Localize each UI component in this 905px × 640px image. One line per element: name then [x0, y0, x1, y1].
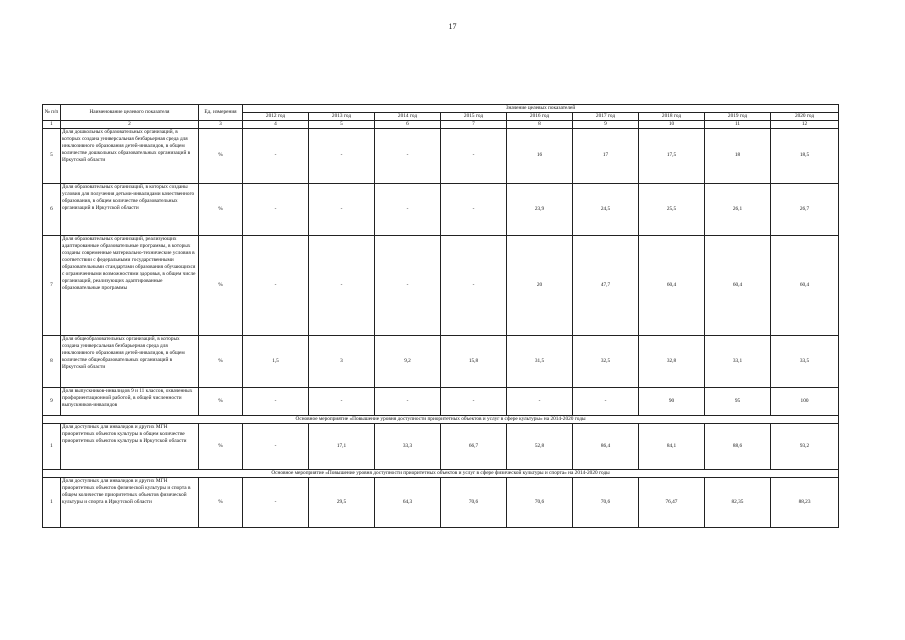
- unit-cell: %: [199, 183, 243, 235]
- table-row: [43, 387, 839, 415]
- value-cell: 70,6: [507, 477, 573, 527]
- unit-cell: %: [199, 423, 243, 469]
- unit-cell: %: [199, 477, 243, 527]
- value-cell: -: [243, 423, 309, 469]
- header-col-number: 1: [43, 120, 61, 128]
- section-title: Основное мероприятие «Повышение уровня доступности приоритетных объектов и услуг в сфере физической культуры и спорта» на 2014-2020 годы: [43, 469, 839, 477]
- value-cell: 88,23: [771, 477, 839, 527]
- header-col-number: 4: [243, 120, 309, 128]
- value-cell: -: [243, 128, 309, 183]
- value-cell: -: [243, 235, 309, 335]
- row-number: 5: [43, 128, 61, 183]
- value-cell: 32,5: [573, 335, 639, 387]
- value-cell: -: [375, 387, 441, 415]
- value-cell: 23,9: [507, 183, 573, 235]
- header-year: 2020 год: [771, 112, 839, 120]
- section-title: Основное мероприятие «Повышение уровня доступности приоритетных объектов и услуг в сфере культуры» на 2014-2020 годы: [43, 415, 839, 423]
- value-cell: 17,1: [309, 423, 375, 469]
- section-row: [43, 415, 839, 423]
- header-year: 2017 год: [573, 112, 639, 120]
- row-number: 6: [43, 183, 61, 235]
- table-row: [43, 335, 839, 387]
- row-number: 8: [43, 335, 61, 387]
- value-cell: 16: [507, 128, 573, 183]
- value-cell: -: [309, 128, 375, 183]
- value-cell: 100: [771, 387, 839, 415]
- header-col-number: 5: [309, 120, 375, 128]
- header-year: 2019 год: [705, 112, 771, 120]
- value-cell: 25,5: [639, 183, 705, 235]
- table-row: [43, 183, 839, 235]
- header-col-number: 3: [199, 120, 243, 128]
- value-cell: 20: [507, 235, 573, 335]
- row-number: 1: [43, 423, 61, 469]
- value-cell: -: [243, 387, 309, 415]
- value-cell: -: [441, 387, 507, 415]
- unit-cell: %: [199, 335, 243, 387]
- unit-cell: %: [199, 235, 243, 335]
- value-cell: 18: [705, 128, 771, 183]
- value-cell: 90: [639, 387, 705, 415]
- value-cell: 29,5: [309, 477, 375, 527]
- value-cell: 17,5: [639, 128, 705, 183]
- indicators-table: [42, 104, 839, 528]
- value-cell: 9,2: [375, 335, 441, 387]
- value-cell: 18,5: [771, 128, 839, 183]
- header-col-number: 11: [705, 120, 771, 128]
- value-cell: -: [243, 183, 309, 235]
- header-year: 2018 год: [639, 112, 705, 120]
- value-cell: -: [573, 387, 639, 415]
- header-year: 2016 год: [507, 112, 573, 120]
- value-cell: -: [375, 183, 441, 235]
- indicator-name: Доля выпускников-инвалидов 9 и 11 классов, охваченных профориентационной работой, в общей численности выпускников-инвалидов: [61, 387, 199, 415]
- value-cell: -: [309, 183, 375, 235]
- header-name: Наименование целевого показателя: [61, 105, 199, 121]
- value-cell: -: [375, 128, 441, 183]
- header-col-number: 6: [375, 120, 441, 128]
- value-cell: 70,6: [573, 477, 639, 527]
- header-year: 2014 год: [375, 112, 441, 120]
- table-row: [43, 477, 839, 527]
- indicator-name: Доля образовательных организаций, реализующих адаптированные образовательные программы, в которых созданы современные материально-технические условия в соответствии с федеральными государственными образовательными стандартами образования обучающихся с ограниченными возможностями здоровья, в общем числе организаций, реализующих адаптированные образовательные программы: [61, 235, 199, 335]
- header-col-number: 12: [771, 120, 839, 128]
- value-cell: 70,6: [441, 477, 507, 527]
- value-cell: -: [507, 387, 573, 415]
- value-cell: -: [243, 477, 309, 527]
- value-cell: 15,8: [441, 335, 507, 387]
- header-col-number: 2: [61, 120, 199, 128]
- page-number: 17: [448, 22, 457, 31]
- value-cell: -: [441, 183, 507, 235]
- row-number: 9: [43, 387, 61, 415]
- value-cell: 31,5: [507, 335, 573, 387]
- table-row: [43, 423, 839, 469]
- value-cell: 52,8: [507, 423, 573, 469]
- value-cell: 84,1: [639, 423, 705, 469]
- value-cell: 82,35: [705, 477, 771, 527]
- value-cell: 17: [573, 128, 639, 183]
- value-cell: 95: [705, 387, 771, 415]
- value-cell: -: [441, 235, 507, 335]
- header-year: 2013 год: [309, 112, 375, 120]
- section-row: [43, 469, 839, 477]
- value-cell: 64,3: [375, 477, 441, 527]
- value-cell: 60,4: [771, 235, 839, 335]
- header-col-number: 9: [573, 120, 639, 128]
- unit-cell: %: [199, 387, 243, 415]
- indicator-name: Доля доступных для инвалидов и других МГН приоритетных объектов физической культуры и спорта в общем количестве приоритетных объектов физической культуры и спорта в Иркутской области: [61, 477, 199, 527]
- indicator-name: Доля доступных для инвалидов и других МГН приоритетных объектов культуры в общем количестве приоритетных объектов культуры в Иркутской области: [61, 423, 199, 469]
- indicator-name: Доля общеобразовательных организаций, в которых создана универсальная безбарьерная среда для инклюзивного образования детей-инвалидов, в общем количестве общеобразовательных организаций в Иркутской области: [61, 335, 199, 387]
- header-year: 2012 год: [243, 112, 309, 120]
- table-row: [43, 128, 839, 183]
- header-col-number: 10: [639, 120, 705, 128]
- value-cell: 93,2: [771, 423, 839, 469]
- value-cell: 26,1: [705, 183, 771, 235]
- value-cell: -: [441, 128, 507, 183]
- table-row: [43, 235, 839, 335]
- unit-cell: %: [199, 128, 243, 183]
- value-cell: -: [309, 387, 375, 415]
- indicator-name: Доля дошкольных образовательных организаций, в которых создана универсальная безбарьерная среда для инклюзивного образования детей-инвалидов, в общем количестве дошкольных образовательных организаций в Иркутской области: [61, 128, 199, 183]
- value-cell: 33,1: [705, 335, 771, 387]
- value-cell: 24,5: [573, 183, 639, 235]
- value-cell: 3: [309, 335, 375, 387]
- value-cell: -: [375, 235, 441, 335]
- row-number: 7: [43, 235, 61, 335]
- value-cell: 26,7: [771, 183, 839, 235]
- header-values-group: Значение целевых показателей: [243, 105, 839, 113]
- header-num: № п/п: [43, 105, 61, 121]
- value-cell: 33,5: [771, 335, 839, 387]
- value-cell: 66,7: [441, 423, 507, 469]
- value-cell: -: [309, 235, 375, 335]
- value-cell: 76,47: [639, 477, 705, 527]
- row-number: 1: [43, 477, 61, 527]
- value-cell: 1,5: [243, 335, 309, 387]
- value-cell: 88,6: [705, 423, 771, 469]
- value-cell: 86,4: [573, 423, 639, 469]
- header-col-number: 7: [441, 120, 507, 128]
- value-cell: 47,7: [573, 235, 639, 335]
- indicator-name: Доля образовательных организаций, в которых созданы условия для получения детьми-инвалидами качественного образования, в общем количестве образовательных организаций в Иркутской области: [61, 183, 199, 235]
- value-cell: 60,4: [639, 235, 705, 335]
- header-unit: Ед. измерения: [199, 105, 243, 121]
- value-cell: 32,8: [639, 335, 705, 387]
- header-year: 2015 год: [441, 112, 507, 120]
- value-cell: 60,4: [705, 235, 771, 335]
- header-col-number: 8: [507, 120, 573, 128]
- value-cell: 33,3: [375, 423, 441, 469]
